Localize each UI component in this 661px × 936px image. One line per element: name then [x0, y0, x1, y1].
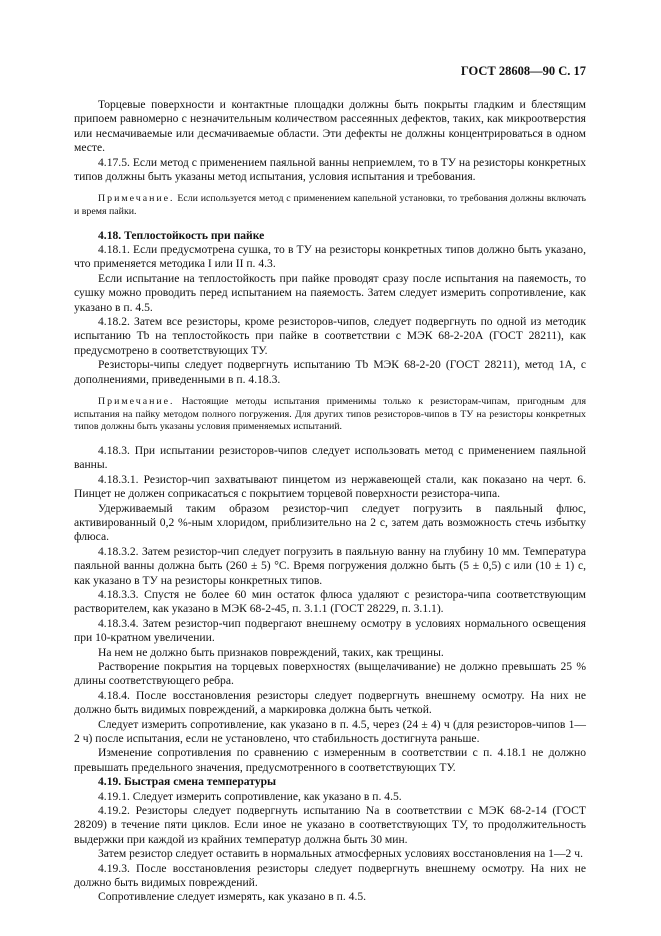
paragraph: 4.18.3.2. Затем резистор-чип следует погрузить в паяльную ванну на глубину 10 мм. Температура паяльной ванны должна быть (260 ± 5) °С. Время погружения должно быть (5 ± 0,5) с или (10 ± 1) с, как указано в ТУ на резисторы конкретных типов.	[74, 544, 586, 587]
document-page	[74, 64, 586, 905]
page-header: ГОСТ 28608—90 С. 17	[460, 64, 586, 78]
paragraph: Если испытание на теплостойкость при пайке проводят сразу после испытания на паяемость, то сушку можно проводить перед испытанием на паяемость. Затем следует измерить сопротивление, как указано в п. 4.5.	[74, 271, 586, 314]
paragraph: 4.18.3.1. Резистор-чип захватывают пинцетом из нержавеющей стали, как показано на черт. 6. Пинцет не должен соприкасаться с покрытием торцевой поверхности резистора-чипа.	[74, 472, 586, 501]
note	[74, 396, 586, 434]
paragraph: Удерживаемый таким образом резистор-чип следует погрузить в паяльный флюс, активированный 0,2 %-ным хлоридом, приблизительно на 2 с, затем дать возможность стечь избытку флюса.	[74, 501, 586, 544]
paragraph: Затем резистор следует оставить в нормальных атмосферных условиях восстановления на 1—2 ч.	[98, 847, 583, 861]
section-heading: 4.19. Быстрая смена температуры	[98, 775, 277, 789]
note	[74, 193, 586, 218]
paragraph: 4.18.3. При испытании резисторов-чипов следует использовать метод с применением паяльной ванны.	[74, 443, 586, 472]
paragraph: Изменение сопротивления по сравнению с измеренным в соответствии с п. 4.18.1 не должно превышать предельного значения, предусмотренного в соответствующих ТУ.	[74, 746, 586, 774]
paragraph: 4.19.3. После восстановления резисторы следует подвергнуть внешнему осмотру. На них не должно быть видимых повреждений.	[74, 861, 586, 890]
note-label: Примечание.	[98, 193, 175, 205]
note-label: Примечание.	[98, 396, 175, 408]
section-heading: 4.18. Теплостойкость при пайке	[98, 228, 265, 242]
note-text: Если используется метод с применением капельной установки, то требования должны включать и время пайки.	[74, 193, 586, 218]
paragraph: 4.19.2. Резисторы следует подвергнуть испытанию Na в соответствии с МЭК 68-2-14 (ГОСТ 28209) в течение пяти циклов. Если иное не указано в соответствующих ТУ, то продолжительность выдержки при каждой из крайних температур должна быть 30 мин.	[74, 804, 586, 846]
paragraph: На нем не должно быть признаков повреждений, таких, как трещины.	[98, 645, 444, 659]
paragraph: 4.18.2. Затем все резисторы, кроме резисторов-чипов, следует подвергнуть по одной из методик испытанию Tb на теплостойкость при пайке в соответствии с МЭК 68-2-20А (ГОСТ 28211), как предусмотрено в соответствующих ТУ.	[74, 315, 586, 357]
paragraph: 4.19.1. Следует измерить сопротивление, как указано в п. 4.5.	[98, 789, 402, 803]
paragraph: 4.17.5. Если метод с применением паяльной ванны неприемлем, то в ТУ на резисторы конкретных типов должны быть указаны метод испытания, условия испытания и требования.	[74, 155, 586, 184]
paragraph: Резисторы-чипы следует подвергнуть испытанию Tb МЭК 68-2-20 (ГОСТ 28211), метод 1А, с дополнениями, приведенными в п. 4.18.3.	[74, 358, 586, 386]
paragraph: 4.18.1. Если предусмотрена сушка, то в ТУ на резисторы конкретных типов должно быть указано, что применяется методика I или II п. 4.3.	[74, 243, 586, 271]
paragraph: 4.18.3.3. Спустя не более 60 мин остаток флюса удаляют с резистора-чипа соответствующим растворителем, как указано в МЭК 68-2-45, п. 3.1.1 (ГОСТ 28229, п. 3.1.1).	[74, 587, 586, 616]
paragraph: Растворение покрытия на торцевых поверхностях (выщелачивание) не должно превышать 25 % длины соответствующего ребра.	[74, 659, 586, 688]
note-text: Настоящие методы испытания применимы только к резисторам-чипам, пригодным для испытания на пайку методом полного погружения. Для других типов резисторов-чипов в ТУ на резисторы конкретных типов должны быть указаны условия применяемых испытаний.	[74, 396, 586, 433]
paragraph: 4.18.3.4. Затем резистор-чип подвергают внешнему осмотру в условиях нормального освещения при 10-кратном увеличении.	[74, 616, 586, 645]
paragraph: Следует измерить сопротивление, как указано в п. 4.5, через (24 ± 4) ч (для резисторов-чипов 1—2 ч) после испытания, если не установлено, что стабильность достигнута раньше.	[74, 717, 586, 745]
paragraph: Торцевые поверхности и контактные площадки должны быть покрыты гладким и блестящим припоем равномерно с незначительным количеством рассеянных дефектов, таких, как микроотверстия или несмачиваемые или десмачиваемые области. Эти дефекты не должны концентрироваться в одном месте.	[74, 98, 586, 155]
paragraph: 4.18.4. После восстановления резисторы следует подвергнуть внешнему осмотру. На них не должно быть видимых повреждений, а маркировка должна быть четкой.	[74, 688, 586, 717]
paragraph: Сопротивление следует измерять, как указано в п. 4.5.	[98, 890, 367, 904]
